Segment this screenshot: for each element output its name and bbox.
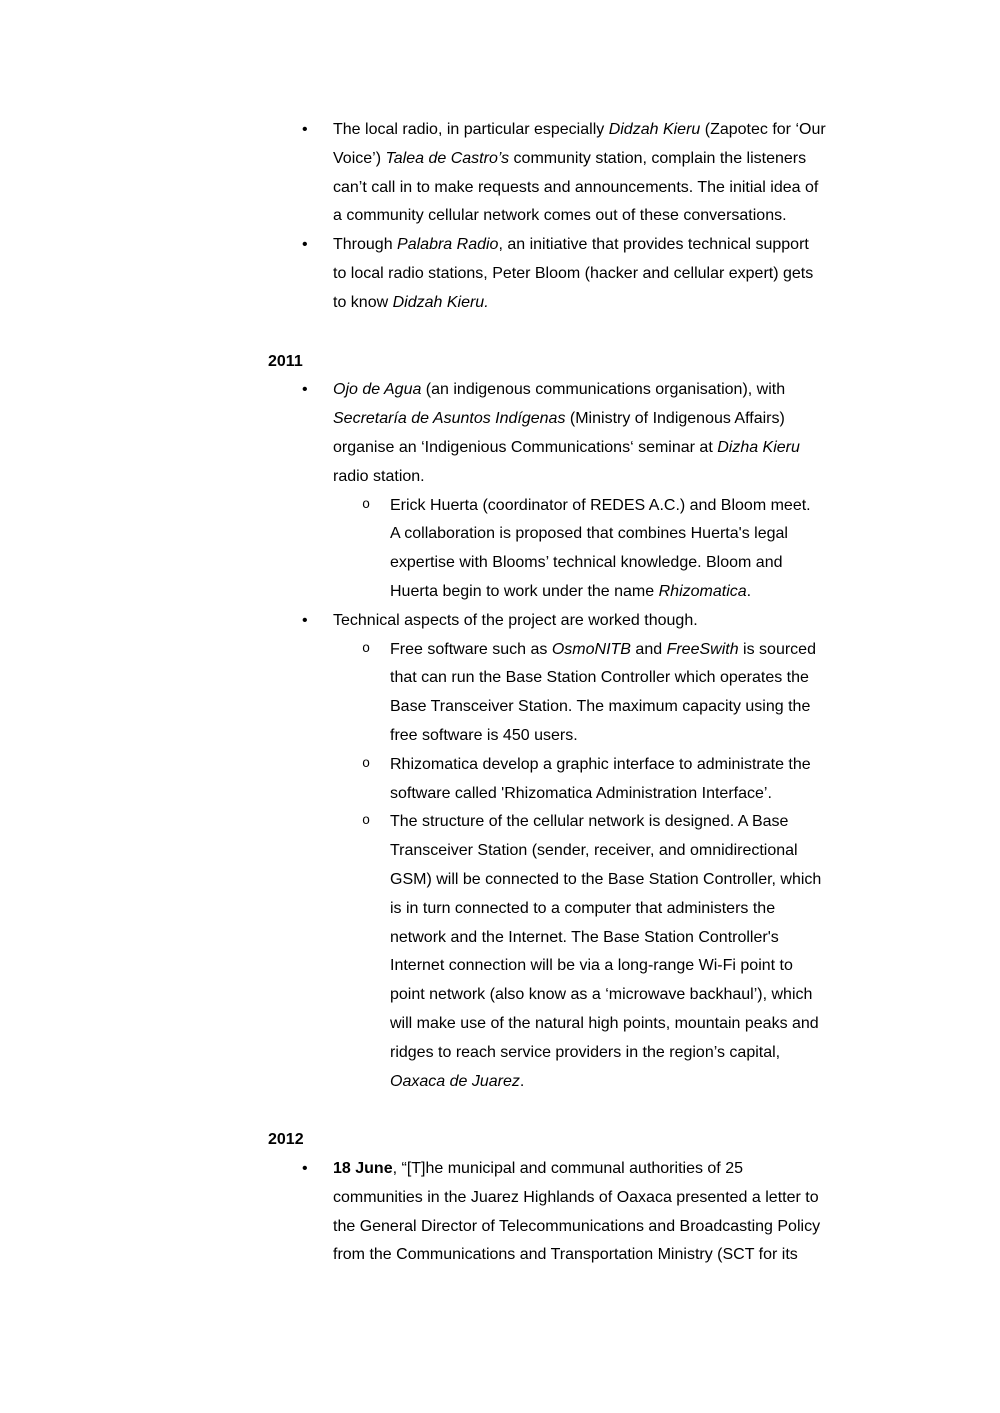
text-segment: will make use of the natural high points, mountain peaks and xyxy=(390,1014,819,1032)
italic-text-segment: Oaxaca de Juarez xyxy=(390,1072,520,1090)
text-segment: . xyxy=(746,582,752,600)
document-blocks xyxy=(268,116,978,1270)
bold-text-segment: 18 June xyxy=(333,1160,393,1178)
italic-text-segment: Palabra Radio xyxy=(397,236,499,254)
bullet-marker: • xyxy=(302,236,308,254)
paragraph xyxy=(390,636,978,751)
text-segment: can’t call in to make requests and announcements. The initial idea of xyxy=(333,178,819,196)
text-line xyxy=(333,174,978,203)
text-line xyxy=(333,202,978,231)
sub-bullet-marker: o xyxy=(362,756,371,772)
text-line xyxy=(333,405,978,434)
bullet-item xyxy=(302,231,978,317)
italic-text-segment: Dizha Kieru xyxy=(717,438,800,456)
bullet-marker: • xyxy=(302,611,308,629)
text-segment: free software is 450 users. xyxy=(390,726,578,744)
year-heading: 2011 xyxy=(268,352,303,370)
text-line xyxy=(390,1068,978,1097)
italic-text-segment: Didzah Kieru xyxy=(608,121,701,138)
paragraph xyxy=(390,808,978,1096)
text-line xyxy=(333,116,978,145)
text-segment: Base Transceiver Station. The maximum capacity using the xyxy=(390,698,811,716)
sub-bullet-item xyxy=(362,751,978,809)
text-segment: to local radio stations, Peter Bloom (hacker and cellular expert) gets xyxy=(333,264,814,282)
year-heading: 2012 xyxy=(268,1131,304,1149)
text-line xyxy=(390,549,978,578)
text-segment: that can run the Base Station Controller which operates the xyxy=(390,669,809,687)
paragraph xyxy=(333,116,978,231)
text-line xyxy=(390,780,978,809)
text-segment: software called 'Rhizomatica Administration Interface’. xyxy=(390,784,772,802)
text-segment: from the Communications and Transportation Ministry (SCT for its xyxy=(333,1246,798,1264)
paragraph xyxy=(333,607,978,636)
text-line xyxy=(333,260,978,289)
text-line xyxy=(333,434,978,463)
text-segment: (Ministry of Indigenous Affairs) xyxy=(565,410,785,428)
text-segment: Through xyxy=(333,236,398,254)
paragraph xyxy=(390,751,978,809)
text-segment: Technical aspects of the project are worked though. xyxy=(333,611,698,629)
text-line xyxy=(390,664,978,693)
italic-text-segment: FreeSwith xyxy=(666,640,739,658)
text-segment: and xyxy=(630,640,667,658)
italic-text-segment: Rhizomatica xyxy=(658,582,747,600)
text-line xyxy=(390,636,978,665)
text-segment: GSM) will be connected to the Base Station Controller, which xyxy=(390,870,822,888)
bullet-marker: • xyxy=(302,381,308,399)
text-segment: (Zapotec for ‘Our xyxy=(700,121,826,138)
text-line xyxy=(333,1184,978,1213)
text-segment: is in turn connected to a computer that administers the xyxy=(390,899,776,917)
sub-bullet-item xyxy=(362,808,978,1096)
sub-bullet-marker: o xyxy=(362,814,371,830)
text-line xyxy=(390,837,978,866)
text-segment: point network (also know as a ‘microwave backhaul’), which xyxy=(390,986,813,1004)
text-segment: Erick Huerta (coordinator of REDES A.C.) and Bloom meet. xyxy=(390,496,811,514)
text-segment: to know xyxy=(333,293,393,311)
text-segment: communities in the Juarez Highlands of Oaxaca presented a letter to xyxy=(333,1188,819,1206)
text-segment: Rhizomatica develop a graphic interface to administrate the xyxy=(390,755,811,773)
text-segment: network and the Internet. The Base Station Controller's xyxy=(390,928,779,946)
text-segment: Transceiver Station (sender, receiver, and omnidirectional xyxy=(390,842,798,860)
text-segment: A collaboration is proposed that combines Huerta's legal xyxy=(390,525,788,543)
text-line xyxy=(390,1039,978,1068)
sub-bullet-marker: o xyxy=(362,497,371,513)
sub-bullet-item xyxy=(362,636,978,751)
text-line xyxy=(390,808,978,837)
text-segment: radio station. xyxy=(333,467,425,485)
text-segment: community station, complain the listeners xyxy=(509,149,807,167)
text-line xyxy=(333,289,978,318)
text-segment: The structure of the cellular network is designed. A Base xyxy=(390,813,789,831)
text-segment: , an initiative that provides technical support xyxy=(498,236,809,254)
text-line xyxy=(390,520,978,549)
text-segment: Voice’) xyxy=(333,149,386,167)
text-line xyxy=(333,463,978,492)
text-line xyxy=(333,1213,978,1242)
text-line xyxy=(333,145,978,174)
text-line xyxy=(333,231,978,260)
text-line xyxy=(390,722,978,751)
text-line xyxy=(390,1010,978,1039)
bullet-item xyxy=(302,1155,978,1270)
paragraph xyxy=(390,492,978,607)
italic-text-segment: OsmoNITB xyxy=(551,640,631,658)
text-segment: . xyxy=(519,1072,525,1090)
text-line xyxy=(390,693,978,722)
text-line xyxy=(390,492,978,521)
bullet-item xyxy=(302,376,978,491)
text-segment: expertise with Blooms’ technical knowledge. Bloom and xyxy=(390,554,783,572)
text-line xyxy=(390,866,978,895)
text-segment: , “[T]he municipal and communal authorities of 25 xyxy=(392,1160,743,1178)
bullet-marker: • xyxy=(302,1160,308,1178)
text-line xyxy=(390,952,978,981)
paragraph xyxy=(333,1155,978,1270)
text-segment: The local radio, in particular especially xyxy=(333,121,609,138)
text-line xyxy=(390,578,978,607)
text-segment: Free software such as xyxy=(390,640,552,658)
italic-text-segment: Secretaría de Asuntos Indígenas xyxy=(333,410,566,428)
bullet-item xyxy=(302,607,978,636)
italic-text-segment: Ojo de Agua xyxy=(333,381,422,399)
text-line xyxy=(390,751,978,780)
bullet-marker: • xyxy=(302,121,308,138)
text-segment: the General Director of Telecommunications and Broadcasting Policy xyxy=(333,1217,821,1235)
text-line xyxy=(333,607,978,636)
italic-text-segment: Talea de Castro’s xyxy=(385,149,510,167)
text-segment: a community cellular network comes out of these conversations. xyxy=(333,207,787,225)
paragraph xyxy=(333,231,978,317)
text-segment: is sourced xyxy=(738,640,816,658)
text-line xyxy=(333,1155,978,1184)
text-segment: ridges to reach service providers in the region’s capital, xyxy=(390,1043,781,1061)
text-line xyxy=(390,924,978,953)
text-segment: organise an ‘Indigenious Communications‘ seminar at xyxy=(333,438,718,456)
sub-bullet-item xyxy=(362,492,978,607)
text-line xyxy=(333,376,978,405)
bullet-item xyxy=(302,116,978,231)
text-line xyxy=(390,981,978,1010)
text-segment: (an indigenous communications organisation), with xyxy=(421,381,786,399)
text-segment: Huerta begin to work under the name xyxy=(390,582,659,600)
text-segment: Internet connection will be via a long-range Wi-Fi point to xyxy=(390,957,793,975)
text-line xyxy=(390,895,978,924)
italic-text-segment: Didzah Kieru. xyxy=(392,293,489,311)
sub-bullet-marker: o xyxy=(362,641,371,657)
paragraph xyxy=(333,376,978,491)
text-line xyxy=(333,1241,978,1270)
